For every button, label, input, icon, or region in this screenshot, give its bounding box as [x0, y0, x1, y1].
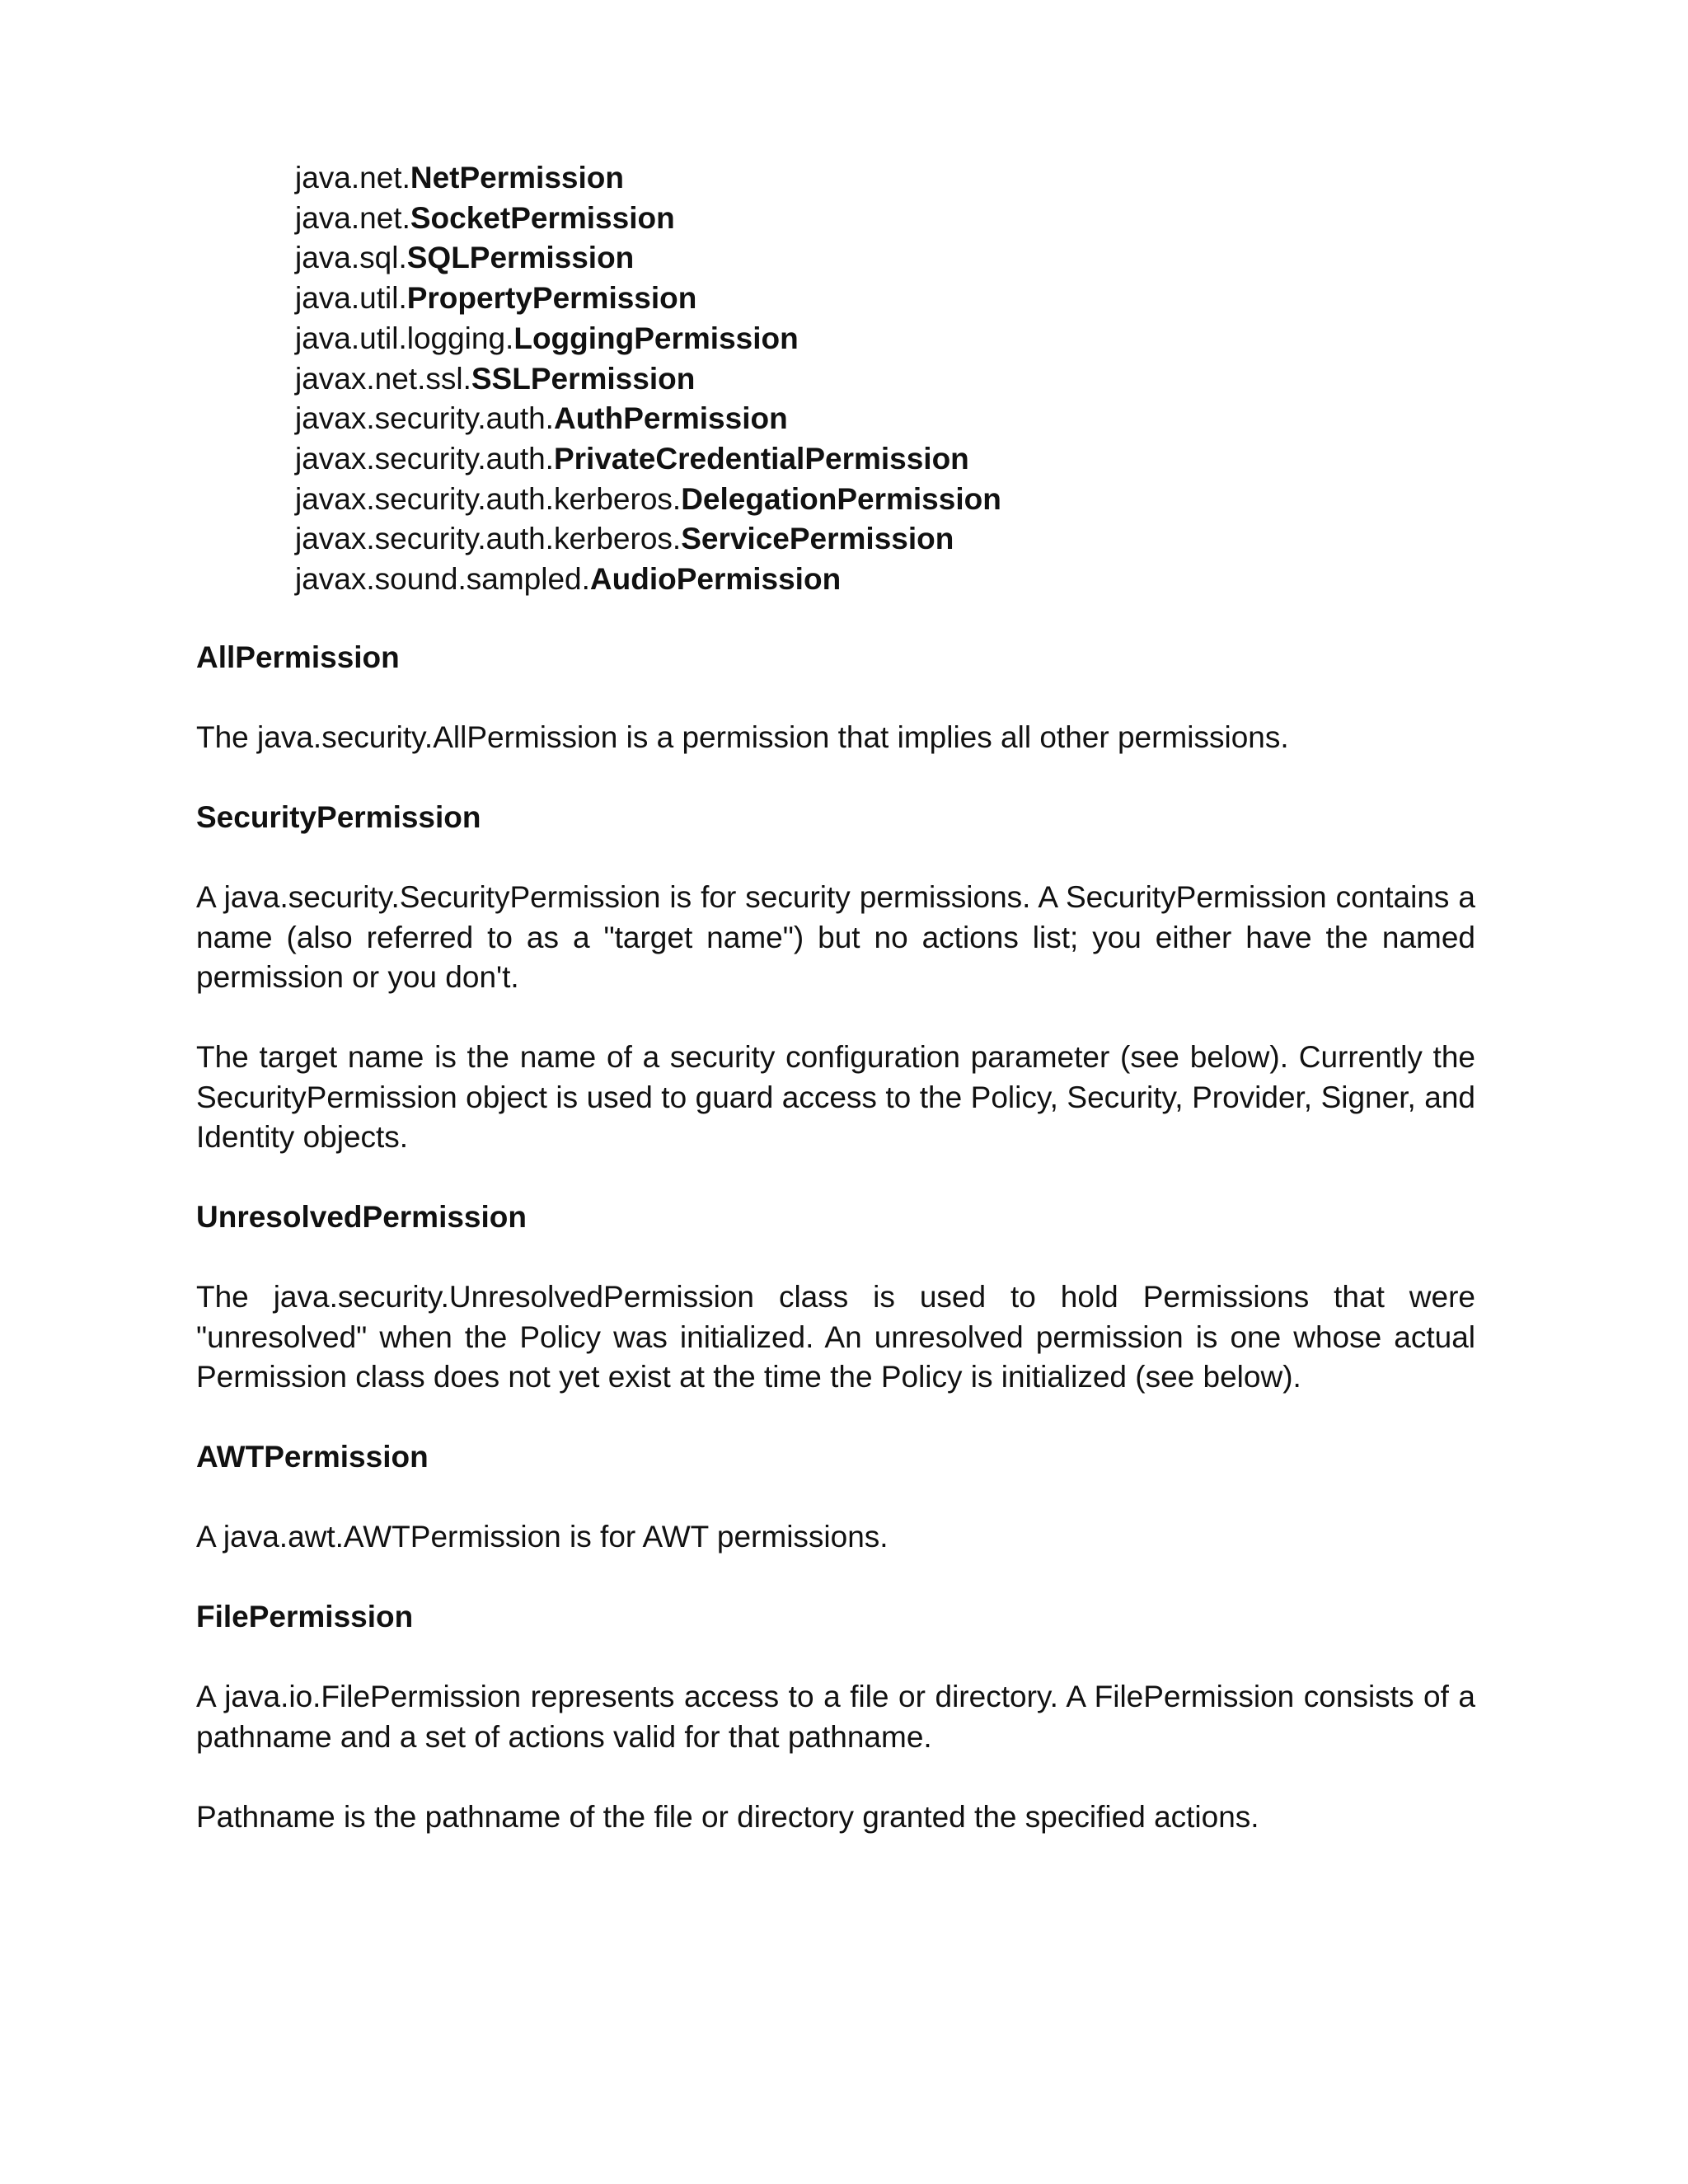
list-item [295, 158, 1001, 199]
package-name: java.net. [295, 161, 410, 194]
paragraph: Pathname is the pathname of the file or directory granted the specified actions. [196, 1799, 1259, 1834]
class-name: AudioPermission [589, 562, 842, 597]
section-awt-permission [196, 1437, 1475, 1558]
paragraph: The target name is the name of a security configuration parameter (see below). Currently the SecurityPermission object is used to guard access to the Policy, Security, Provider, Signer, and Identity objects. [196, 1040, 1475, 1154]
package-name: java.net. [295, 200, 410, 235]
list-item [295, 519, 1001, 560]
list-item [295, 399, 1001, 439]
section-security-permission [196, 798, 1475, 1158]
list-item [295, 199, 1001, 239]
permission-class-list [295, 158, 1001, 600]
package-name: java.sql. [295, 241, 407, 275]
document-body [196, 638, 1475, 1877]
class-name: SSLPermission [471, 361, 696, 396]
list-item [295, 238, 1001, 279]
class-name: LoggingPermission [513, 321, 799, 355]
section-heading: SecurityPermission [196, 800, 481, 834]
class-name: PrivateCredentialPermission [553, 441, 969, 476]
package-name: javax.security.auth. [295, 401, 554, 436]
paragraph: A java.security.SecurityPermission is for security permissions. A SecurityPermission contains a name (also referred to as a "target name") but no actions list; you either have the named permission or you don't. [196, 880, 1475, 994]
section-unresolved-permission [196, 1197, 1475, 1398]
package-name: javax.net.ssl. [295, 361, 471, 396]
section-file-permission [196, 1597, 1475, 1837]
section-heading: UnresolvedPermission [196, 1200, 527, 1234]
package-name: javax.security.auth. [295, 441, 554, 476]
section-heading: FilePermission [196, 1600, 414, 1633]
class-name: AuthPermission [553, 401, 788, 436]
class-name: ServicePermission [681, 522, 954, 556]
package-name: javax.sound.sampled. [295, 562, 590, 597]
package-name: javax.security.auth.kerberos. [295, 481, 682, 516]
section-all-permission [196, 638, 1475, 758]
paragraph: The java.security.UnresolvedPermission class is used to hold Permissions that were "unresolved" when the Policy was initialized. An unresolved permission is one whose actual Permission class does not yet exist at the time the Policy is initialized (see below). [196, 1280, 1475, 1394]
list-item [295, 480, 1001, 520]
list-item [295, 359, 1001, 400]
section-heading: AWTPermission [196, 1440, 429, 1474]
section-heading: AllPermission [196, 640, 400, 674]
list-item [295, 560, 1001, 600]
class-name: DelegationPermission [681, 481, 1001, 516]
package-name: java.util.logging. [295, 321, 514, 355]
class-name: PropertyPermission [406, 281, 697, 316]
class-name: SocketPermission [410, 200, 675, 235]
package-name: javax.security.auth.kerberos. [295, 522, 682, 556]
paragraph: The java.security.AllPermission is a permission that implies all other permissions. [196, 720, 1289, 754]
paragraph: A java.awt.AWTPermission is for AWT permissions. [196, 1520, 889, 1554]
class-name: SQLPermission [406, 241, 635, 275]
package-name: java.util. [295, 281, 407, 316]
list-item [295, 319, 1001, 359]
list-item [295, 279, 1001, 319]
list-item [295, 439, 1001, 480]
paragraph: A java.io.FilePermission represents access to a file or directory. A FilePermission consists of a pathname and a set of actions valid for that pathname. [196, 1680, 1475, 1754]
class-name: NetPermission [410, 161, 624, 194]
